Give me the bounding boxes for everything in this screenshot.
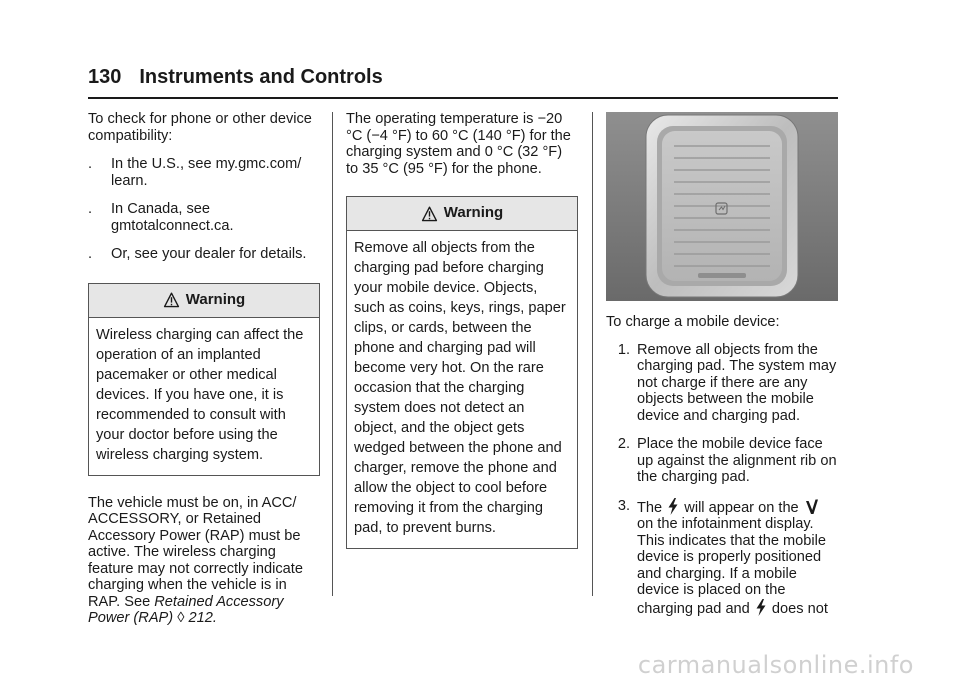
step-number: 3. [617, 497, 630, 514]
header-rule [88, 97, 838, 99]
step-tail: does not [771, 600, 828, 617]
warning-icon [163, 292, 180, 308]
column-2 [346, 111, 578, 568]
step-number: 1. [617, 341, 630, 358]
watermark: carmanualsonline.info [637, 651, 914, 679]
warning-box [346, 196, 578, 549]
temperature-paragraph: The operating temperature is −20 °C (−4 °F) to 60 °C (140 °F) for the charging system and 0 °C (32 °F) to 35 °C (95 °F) for the phone. [346, 111, 571, 177]
bullet-text: In Canada, see gmtotalconnect.ca. [111, 201, 234, 234]
warning-header [347, 197, 577, 231]
page-number: 130 [88, 66, 122, 88]
warning-header [89, 284, 319, 318]
warning-body: Remove all objects from the charging pad before charging your mobile device. Objects, such as coins, keys, rings, paper clips, or cards, between the phone and charging pad will become very hot. On the rare occasion that the charging system does not detect an object, and the object gets wedged between the phone and charger, remove the phone and allow the object to cool before removing it from the charging pad, to prevent burns. [354, 240, 566, 536]
bullet-text: In the U.S., see my.gmc.com/ learn. [111, 156, 302, 189]
bullet-item [88, 246, 320, 263]
charging-pad-image [606, 112, 838, 301]
warning-icon [421, 206, 438, 222]
step-item [606, 436, 838, 486]
warning-body: Wireless charging can affect the operation of an implanted pacemaker or other medical devices. If you have one, it is recommended to consult with your doctor before using the wireless charging system. [96, 326, 304, 463]
bullet-marker: . [88, 246, 93, 262]
phone-charging-icon [805, 498, 819, 515]
cross-reference-link[interactable]: Retained Accessory Power (RAP) [88, 593, 284, 626]
warning-title: Warning [185, 290, 246, 308]
bullet-marker: . [88, 156, 93, 172]
bullet-text: Or, see your dealer for details. [111, 246, 307, 262]
column-1 [88, 111, 320, 639]
charging-pad-photo [606, 112, 838, 301]
step-text: Remove all objects from the charging pad. The system may not charge if there are any objects between the mobile device and charging pad. [637, 341, 837, 424]
steps-intro: To charge a mobile device: [606, 314, 780, 330]
column-3 [606, 111, 838, 629]
page-ref-arrow: ◊ [177, 610, 185, 626]
lightning-bolt-icon [756, 599, 766, 616]
page-header [88, 66, 383, 89]
vehicle-power-text: The vehicle must be on, in ACC/ ACCESSORY, or Retained Accessory Power (RAP) must be active. The wireless charging feature may not correctly indicate charging when the vehicle is in RAP. See [88, 494, 303, 610]
step-number: 2. [617, 436, 630, 452]
section-title: Instruments and Controls [139, 66, 383, 88]
bullet-item [88, 156, 320, 189]
reference-period: . [212, 610, 217, 626]
step-mid: will appear on the [684, 499, 799, 516]
warning-title: Warning [443, 204, 504, 222]
bullet-marker: . [88, 201, 93, 217]
column-divider [332, 112, 333, 596]
column-divider [592, 112, 593, 596]
bullet-item [88, 201, 320, 234]
step-text: Place the mobile device face up against the alignment rib on the charging pad. [637, 436, 837, 485]
step-lead: The [637, 499, 663, 516]
step-item [606, 498, 838, 618]
step-item [606, 342, 838, 425]
warning-box [88, 283, 320, 476]
lightning-bolt-icon [668, 498, 678, 515]
step-rest: on the infotainment display. This indicates that the mobile device is properly positioned and charging. If a mobile device is placed on the charging pad and [637, 516, 827, 617]
page-reference[interactable]: 212 [188, 610, 213, 626]
vehicle-power-paragraph [88, 495, 320, 627]
compatibility-intro: To check for phone or other device compatibility: [88, 111, 312, 144]
